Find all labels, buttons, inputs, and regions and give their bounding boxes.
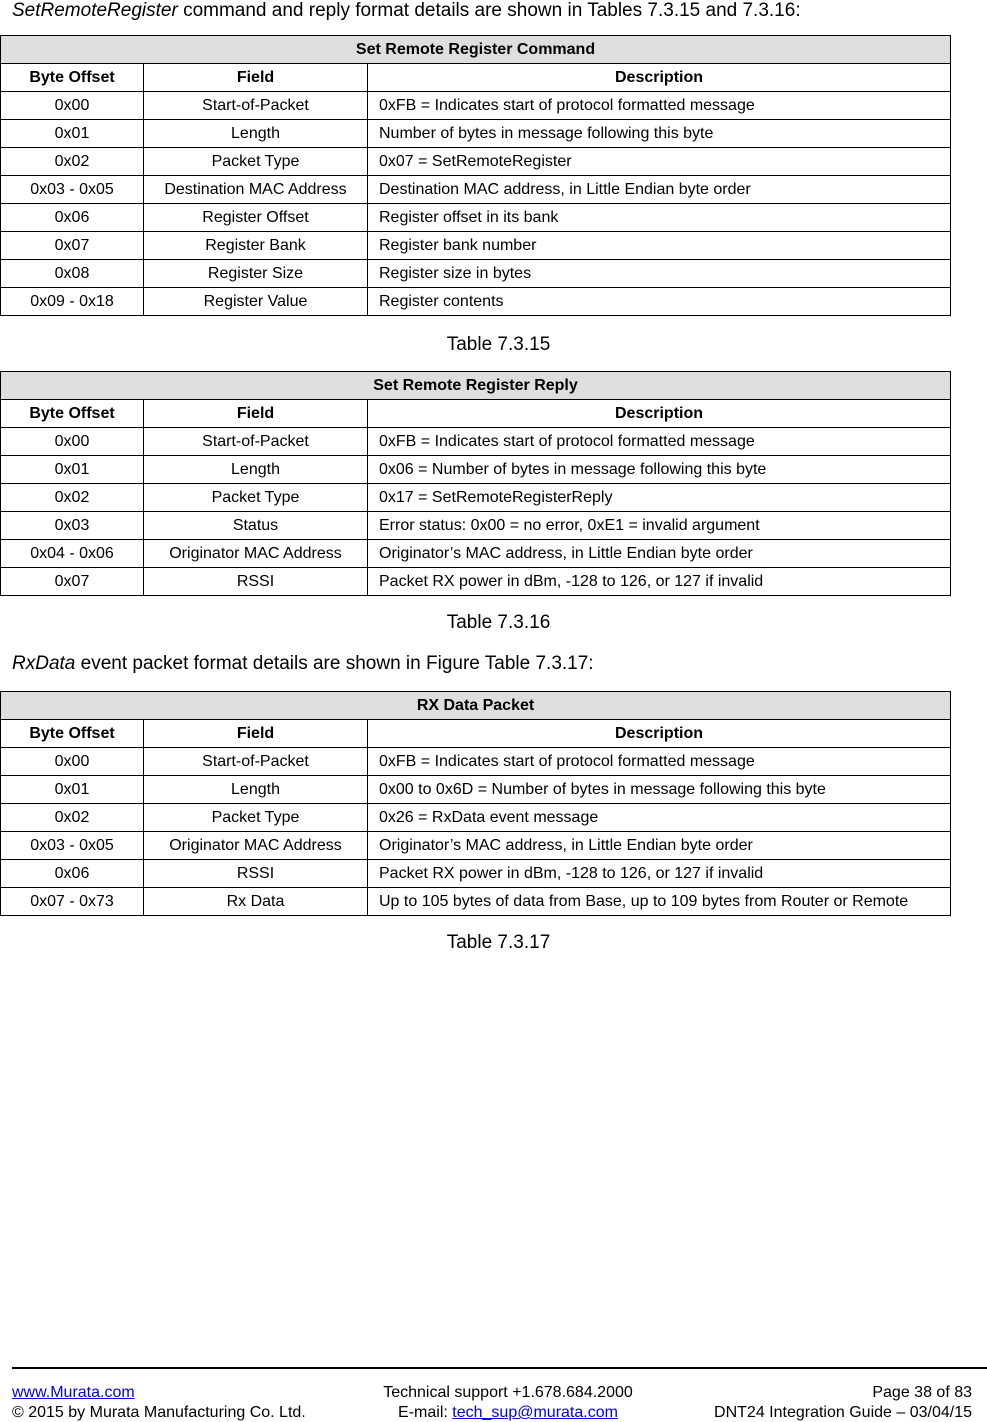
cell-description: Register bank number (368, 232, 951, 260)
cell-field: Status (144, 512, 368, 540)
table-title: RX Data Packet (1, 692, 951, 720)
cell-description: 0x00 to 0x6D = Number of bytes in message following this byte (368, 776, 951, 804)
footer-copyright: © 2015 by Murata Manufacturing Co. Ltd. (12, 1404, 306, 1421)
cell-field: Register Size (144, 260, 368, 288)
cell-description: Originator’s MAC address, in Little Endian byte order (368, 832, 951, 860)
cell-byte-offset: 0x01 (1, 456, 144, 484)
table-row (1, 860, 951, 888)
cell-byte-offset: 0x01 (1, 120, 144, 148)
cell-field: Length (144, 776, 368, 804)
footer-divider (12, 1367, 987, 1369)
set-remote-register-command-table (0, 35, 951, 316)
cell-description: Packet RX power in dBm, -128 to 126, or 127 if invalid (368, 568, 951, 596)
cell-description: 0x07 = SetRemoteRegister (368, 148, 951, 176)
table-row (1, 748, 951, 776)
footer-support: Technical support +1.678.684.2000 (383, 1384, 633, 1401)
cell-byte-offset: 0x01 (1, 776, 144, 804)
intro-event-name: RxData (12, 653, 76, 674)
cell-field: Packet Type (144, 148, 368, 176)
cell-byte-offset: 0x06 (1, 860, 144, 888)
website-link[interactable]: www.Murata.com (12, 1384, 135, 1401)
intro-paragraph-2 (12, 653, 594, 675)
set-remote-register-reply-table (0, 371, 951, 596)
table-row (1, 776, 951, 804)
table-row (1, 232, 951, 260)
table-row (1, 832, 951, 860)
cell-byte-offset: 0x03 - 0x05 (1, 832, 144, 860)
cell-byte-offset: 0x07 (1, 568, 144, 596)
email-link[interactable]: tech_sup@murata.com (452, 1404, 618, 1421)
column-header-description: Description (368, 720, 951, 748)
table-row (1, 540, 951, 568)
cell-byte-offset: 0x00 (1, 92, 144, 120)
cell-description: Register contents (368, 288, 951, 316)
table-row (1, 484, 951, 512)
table-row (1, 456, 951, 484)
cell-byte-offset: 0x03 (1, 512, 144, 540)
table-title: Set Remote Register Command (1, 36, 951, 64)
cell-byte-offset: 0x07 - 0x73 (1, 888, 144, 916)
cell-field: Length (144, 456, 368, 484)
cell-byte-offset: 0x00 (1, 748, 144, 776)
table-body (1, 748, 951, 916)
footer-page-number: Page 38 of 83 (872, 1384, 972, 1401)
intro-text: command and reply format details are shown in Tables 7.3.15 and 7.3.16: (177, 0, 801, 21)
rx-data-packet-table (0, 691, 951, 916)
cell-field: Register Offset (144, 204, 368, 232)
cell-byte-offset: 0x02 (1, 484, 144, 512)
cell-description: 0x06 = Number of bytes in message following this byte (368, 456, 951, 484)
cell-field: Packet Type (144, 804, 368, 832)
cell-field: Register Value (144, 288, 368, 316)
cell-field: Originator MAC Address (144, 832, 368, 860)
table-caption: Table 7.3.17 (446, 932, 551, 953)
intro-paragraph-1 (12, 0, 801, 22)
cell-description: Number of bytes in message following this byte (368, 120, 951, 148)
cell-byte-offset: 0x04 - 0x06 (1, 540, 144, 568)
cell-description: Packet RX power in dBm, -128 to 126, or 127 if invalid (368, 860, 951, 888)
cell-byte-offset: 0x03 - 0x05 (1, 176, 144, 204)
email-label: E-mail: (398, 1404, 453, 1421)
table-row (1, 428, 951, 456)
table-row (1, 176, 951, 204)
table-body (1, 428, 951, 596)
cell-field: Start-of-Packet (144, 92, 368, 120)
cell-description: 0x17 = SetRemoteRegisterReply (368, 484, 951, 512)
cell-byte-offset: 0x08 (1, 260, 144, 288)
cell-field: RSSI (144, 568, 368, 596)
cell-description: Originator’s MAC address, in Little Endian byte order (368, 540, 951, 568)
column-header-field: Field (144, 64, 368, 92)
table-row (1, 288, 951, 316)
column-header-field: Field (144, 400, 368, 428)
cell-field: Packet Type (144, 484, 368, 512)
cell-field: Start-of-Packet (144, 748, 368, 776)
table-row (1, 204, 951, 232)
intro-command-name: SetRemoteRegister (12, 0, 178, 21)
cell-byte-offset: 0x02 (1, 148, 144, 176)
column-header-byte-offset: Byte Offset (1, 720, 144, 748)
table-row (1, 92, 951, 120)
footer-document-title: DNT24 Integration Guide – 03/04/15 (714, 1404, 972, 1421)
cell-description: 0xFB = Indicates start of protocol formatted message (368, 428, 951, 456)
cell-byte-offset: 0x02 (1, 804, 144, 832)
table-row (1, 804, 951, 832)
cell-field: Originator MAC Address (144, 540, 368, 568)
cell-byte-offset: 0x00 (1, 428, 144, 456)
table-title: Set Remote Register Reply (1, 372, 951, 400)
cell-byte-offset: 0x09 - 0x18 (1, 288, 144, 316)
cell-description: Destination MAC address, in Little Endian byte order (368, 176, 951, 204)
cell-field: Start-of-Packet (144, 428, 368, 456)
cell-field: Rx Data (144, 888, 368, 916)
footer-email (368, 1404, 648, 1422)
cell-description: Up to 105 bytes of data from Base, up to 109 bytes from Router or Remote (368, 888, 951, 916)
cell-field: Register Bank (144, 232, 368, 260)
table-row (1, 888, 951, 916)
cell-field: Destination MAC Address (144, 176, 368, 204)
cell-description: 0xFB = Indicates start of protocol formatted message (368, 92, 951, 120)
table-body (1, 92, 951, 316)
intro-text: event packet format details are shown in Figure Table 7.3.17: (75, 653, 594, 674)
cell-field: RSSI (144, 860, 368, 888)
cell-description: Register size in bytes (368, 260, 951, 288)
table-row (1, 148, 951, 176)
cell-byte-offset: 0x06 (1, 204, 144, 232)
column-header-field: Field (144, 720, 368, 748)
cell-description: 0x26 = RxData event message (368, 804, 951, 832)
cell-description: Register offset in its bank (368, 204, 951, 232)
cell-byte-offset: 0x07 (1, 232, 144, 260)
cell-field: Length (144, 120, 368, 148)
column-header-byte-offset: Byte Offset (1, 400, 144, 428)
table-caption: Table 7.3.15 (446, 334, 551, 355)
column-header-description: Description (368, 64, 951, 92)
table-row (1, 260, 951, 288)
table-row (1, 568, 951, 596)
column-header-description: Description (368, 400, 951, 428)
cell-description: Error status: 0x00 = no error, 0xE1 = invalid argument (368, 512, 951, 540)
table-row (1, 120, 951, 148)
table-caption: Table 7.3.16 (446, 612, 551, 633)
footer-website (12, 1384, 135, 1402)
cell-description: 0xFB = Indicates start of protocol formatted message (368, 748, 951, 776)
column-header-byte-offset: Byte Offset (1, 64, 144, 92)
table-row (1, 512, 951, 540)
